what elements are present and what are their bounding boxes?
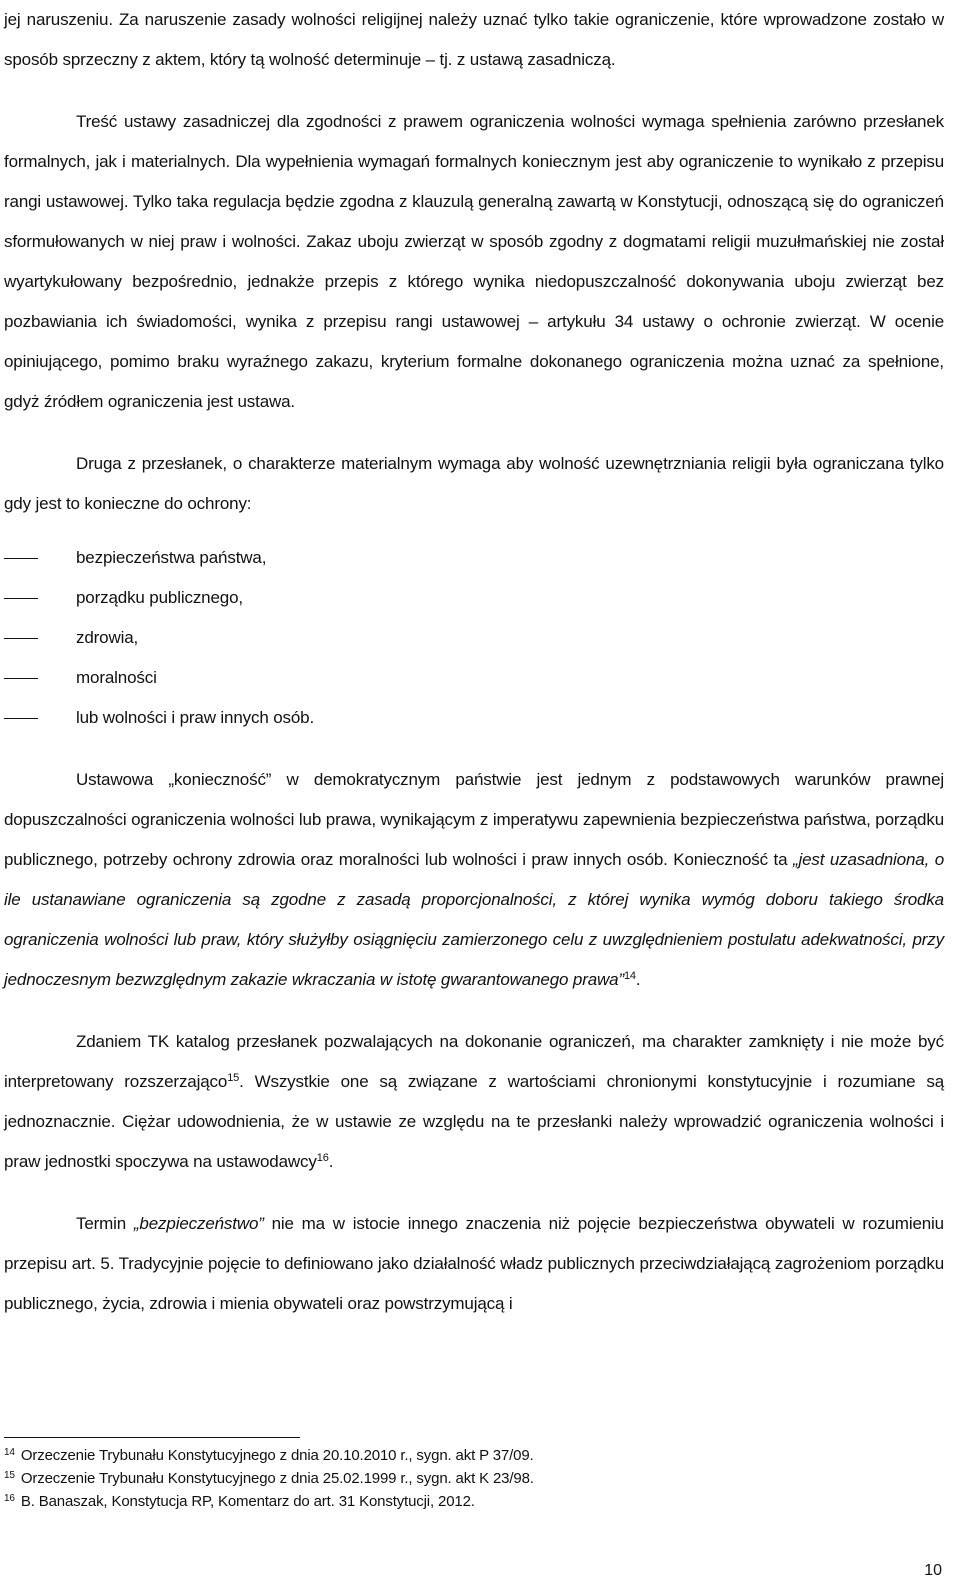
list-item: zdrowia,: [76, 628, 139, 647]
footnote-ref-16[interactable]: 16: [316, 1152, 329, 1164]
footnote-16: $^{16}$ B. Banaszak, Konstytucja RP, Komentarz do art. 31 Konstytucji, 2012.: [4, 1493, 475, 1510]
paragraph-material-requirements: Druga z przesłanek, o charakterze materialnym wymaga aby wolność uzewnętrzniania religii była ograniczana tylko gdy jest to konieczne do ochrony:: [4, 454, 944, 513]
footnote-ref-15[interactable]: 15: [227, 1072, 240, 1084]
footnotes: [4, 1444, 944, 1513]
list-item: bezpieczeństwa państwa,: [76, 548, 267, 567]
list-item: porządku publicznego,: [76, 588, 243, 607]
page-number: 10: [924, 1562, 942, 1579]
term-italic: „bezpieczeństwo”: [133, 1214, 264, 1233]
footnote-separator: [4, 1437, 300, 1438]
list-item: lub wolności i praw innych osób.: [76, 708, 315, 727]
footnote-15: $^{15}$ Orzeczenie Trybunału Konstytucyjnego z dnia 25.02.1999 r., sygn. akt K 23/98.: [4, 1470, 534, 1487]
list-item: moralności: [76, 668, 157, 687]
footnote-14: $^{14}$ Orzeczenie Trybunału Konstytucyjnego z dnia 20.10.2010 r., sygn. akt P 37/09.: [4, 1447, 534, 1464]
paragraph-tk-catalog: Zdaniem TK katalog przesłanek pozwalających na dokonanie ograniczeń, ma charakter zamknięty i nie może być interpretowany rozszerzająco$^{15}$. Wszystkie one są związane z wartościami chronionymi konstytucyjnie i rozumiane są jednoznacznie. Ciężar udowodnienia, że w ustawie ze względu na te przesłanki należy wprowadzić ograniczenia wolności i praw jednostki spoczywa na ustawodawcy$^{16}$.: [4, 1032, 945, 1171]
paragraph-continuation: jej naruszeniu. Za naruszenie zasady wolności religijnej należy uznać tylko takie ograniczenie, które wprowadzone zostało w sposób sprzeczny z aktem, który tą wolność determinuje – tj. z ustawą zasadniczą.: [4, 10, 944, 69]
footnote-ref-14[interactable]: 14: [623, 970, 636, 982]
quotation-italic: „jest uzasadniona, o ile ustanawiane ograniczenia są zgodne z zasadą proporcjonalności, z której wynika wymóg doboru takiego środka ograniczenia wolności lub praw, który służyłby osiągnięciu zamierzonego celu z uwzględnieniem postulatu adekwatności, przy jednoczesnym bezwzględnym zakazie wkraczania w istotę gwarantowanego prawa”: [4, 850, 944, 989]
document-body: [4, 0, 944, 1324]
protected-values-list: [4, 538, 944, 738]
paragraph-necessity: Ustawowa „konieczność” w demokratycznym państwie jest jednym z podstawowych warunków prawnej dopuszczalności ograniczenia wolności lub prawa, wynikającym z imperatywu zapewnienia bezpieczeństwa państwa, porządku publicznego, potrzeby ochrony zdrowia oraz moralności lub wolności i praw innych osób. Konieczność ta „jest uzasadniona, o ile ustanawiane ograniczenia są zgodne z zasadą proporcjonalności, z której wynika wymóg doboru takiego środka ograniczenia wolności lub praw, który służyłby osiągnięciu zamierzonego celu z uwzględnieniem postulatu adekwatności, przy jednoczesnym bezwzględnym zakazie wkraczania w istotę gwarantowanego prawa”$^{14}$.: [4, 770, 944, 989]
paragraph-formal-requirements: Treść ustawy zasadniczej dla zgodności z prawem ograniczenia wolności wymaga spełnienia zarówno przesłanek formalnych, jak i materialnych. Dla wypełnienia wymagań formalnych koniecznym jest aby ograniczenie to wynikało z przepisu rangi ustawowej. Tylko taka regulacja będzie zgodna z klauzulą generalną zawartą w Konstytucji, odnoszącą się do ograniczeń sformułowanych w niej praw i wolności. Zakaz uboju zwierząt w sposób zgodny z dogmatami religii muzułmańskiej nie został wyartykułowany bezpośrednio, jednakże przepis z którego wynika niedopuszczalność dokonywania uboju zwierząt bez pozbawiania ich świadomości, wynika z przepisu rangi ustawowej – artykułu 34 ustawy o ochronie zwierząt. W ocenie opiniującego, pomimo braku wyraźnego zakazu, kryterium formalne dokonanego ograniczenia można uznać za spełnione, gdyż źródłem ograniczenia jest ustawa.: [4, 112, 944, 411]
paragraph-security-term: Termin „bezpieczeństwo” nie ma w istocie innego znaczenia niż pojęcie bezpieczeństwa obywateli w rozumieniu przepisu art. 5. Tradycyjnie pojęcie to definiowano jako działalność władz publicznych przeciwdziałającą zagrożeniom porządku publicznego, życia, zdrowia i mienia obywateli oraz powstrzymującą i: [4, 1214, 944, 1313]
